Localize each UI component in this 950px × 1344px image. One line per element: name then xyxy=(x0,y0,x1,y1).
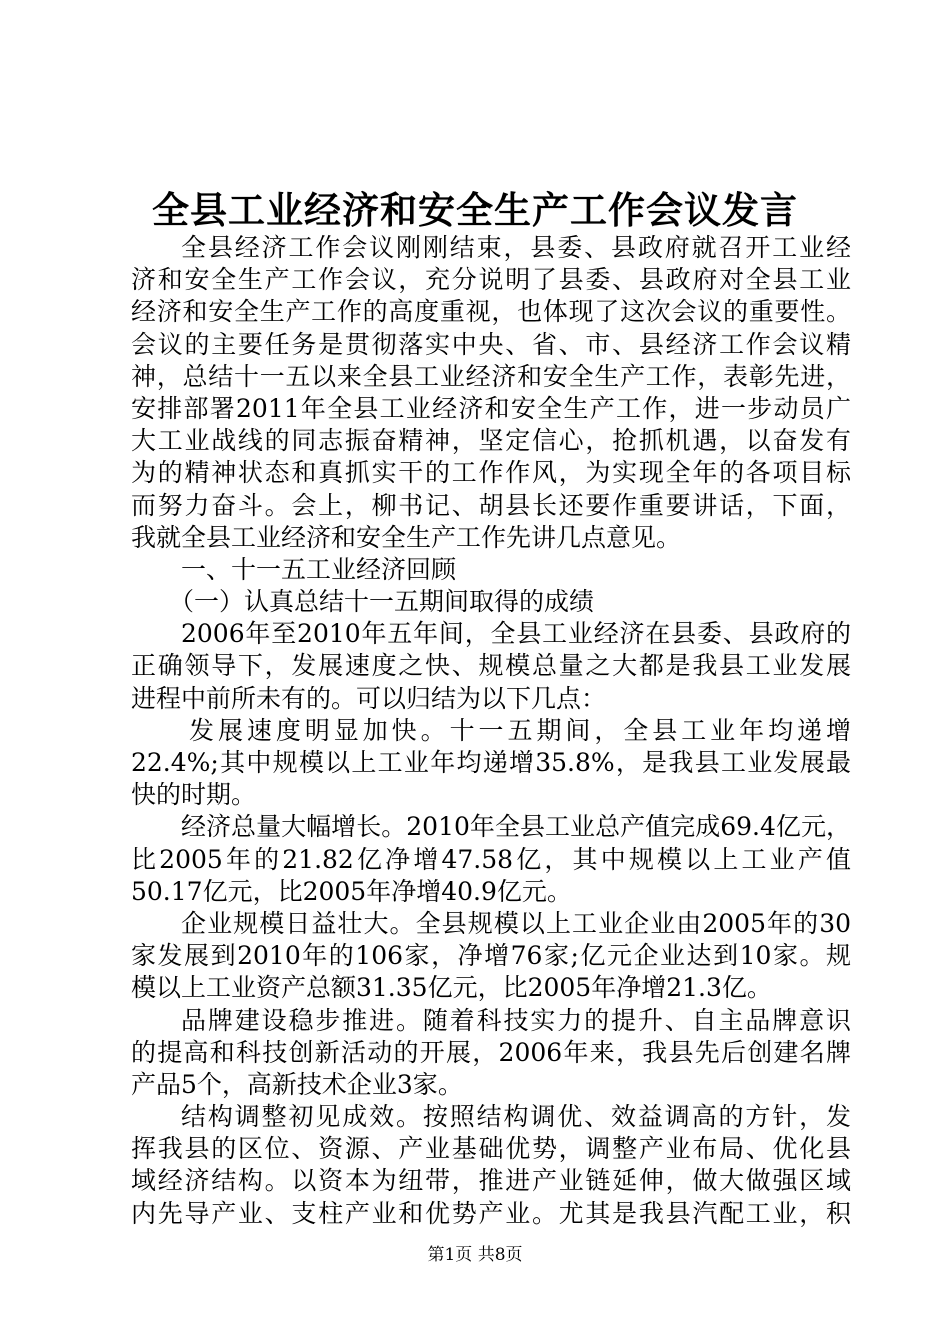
section-heading: 一、十一五工业经济回顾 xyxy=(181,554,457,584)
text-line: 比2005年的21.82亿净增47.58亿，其中规模以上工业产值 xyxy=(131,844,851,874)
text-line: 济和安全生产工作会议，充分说明了县委、县政府对全县工业 xyxy=(131,265,851,295)
text-line: 经济和安全生产工作的高度重视，也体现了这次会议的重要性。 xyxy=(131,297,851,327)
text-line: 22.4%;其中规模以上工业年均递增35.8%，是我县工业发展最 xyxy=(131,748,851,777)
text-line: 为的精神状态和真抓实干的工作作风，为实现全年的各项目标 xyxy=(131,458,851,488)
subsection-heading: （一）认真总结十一五期间取得的成绩 xyxy=(169,587,595,617)
text-line: 大工业战线的同志振奋精神，坚定信心，抢抓机遇，以奋发有 xyxy=(131,426,851,456)
text-line: 经济总量大幅增长。2010年全县工业总产值完成69.4亿元， xyxy=(181,812,851,842)
text-line: 品牌建设稳步推进。随着科技实力的提升、自主品牌意识 xyxy=(181,1005,851,1035)
text-line: 域经济结构。以资本为纽带，推进产业链延伸，做大做强区域 xyxy=(131,1166,851,1196)
text-line: 会议的主要任务是贯彻落实中央、省、市、县经济工作会议精 xyxy=(131,329,851,359)
text-line: 内先导产业、支柱产业和优势产业。尤其是我县汽配工业，积 xyxy=(131,1198,851,1228)
text-line: 结构调整初见成效。按照结构调优、效益调高的方针，发 xyxy=(181,1102,851,1132)
text-line: 进程中前所未有的。可以归结为以下几点： xyxy=(131,683,607,713)
text-line: 产品5个，高新技术企业3家。 xyxy=(131,1069,463,1099)
text-line: 挥我县的区位、资源、产业基础优势，调整产业布局、优化县 xyxy=(131,1134,851,1164)
text-line: 发展速度明显加快。十一五期间，全县工业年均递增 xyxy=(189,715,851,745)
text-line: 50.17亿元，比2005年净增40.9亿元。 xyxy=(131,876,572,906)
text-line: 我就全县工业经济和安全生产工作先讲几点意见。 xyxy=(131,522,682,552)
page-footer: 第1页 共8页 xyxy=(427,1245,523,1265)
text-line: 安排部署2011年全县工业经济和安全生产工作，进一步动员广 xyxy=(131,393,851,423)
text-line: 快的时期。 xyxy=(131,780,257,810)
text-line: 神，总结十一五以来全县工业经济和安全生产工作，表彰先进， xyxy=(131,361,851,391)
text-line: 正确领导下，发展速度之快、规模总量之大都是我县工业发展 xyxy=(131,651,851,681)
document-body xyxy=(131,232,851,1230)
text-line: 而努力奋斗。会上，柳书记、胡县长还要作重要讲话，下面， xyxy=(131,490,851,520)
text-line: 模以上工业资产总额31.35亿元，比2005年净增21.3亿。 xyxy=(131,973,772,1003)
text-line: 企业规模日益壮大。全县规模以上工业企业由2005年的30 xyxy=(181,908,851,938)
text-line: 2006年至2010年五年间，全县工业经济在县委、县政府的 xyxy=(181,619,851,649)
text-line: 家发展到2010年的106家，净增76家;亿元企业达到10家。规 xyxy=(131,941,851,971)
document-title: 全县工业经济和安全生产工作会议发言 xyxy=(152,188,798,232)
text-line: 全县经济工作会议刚刚结束，县委、县政府就召开工业经 xyxy=(181,233,851,262)
text-line: 的提高和科技创新活动的开展，2006年来，我县先后创建名牌 xyxy=(131,1037,851,1067)
